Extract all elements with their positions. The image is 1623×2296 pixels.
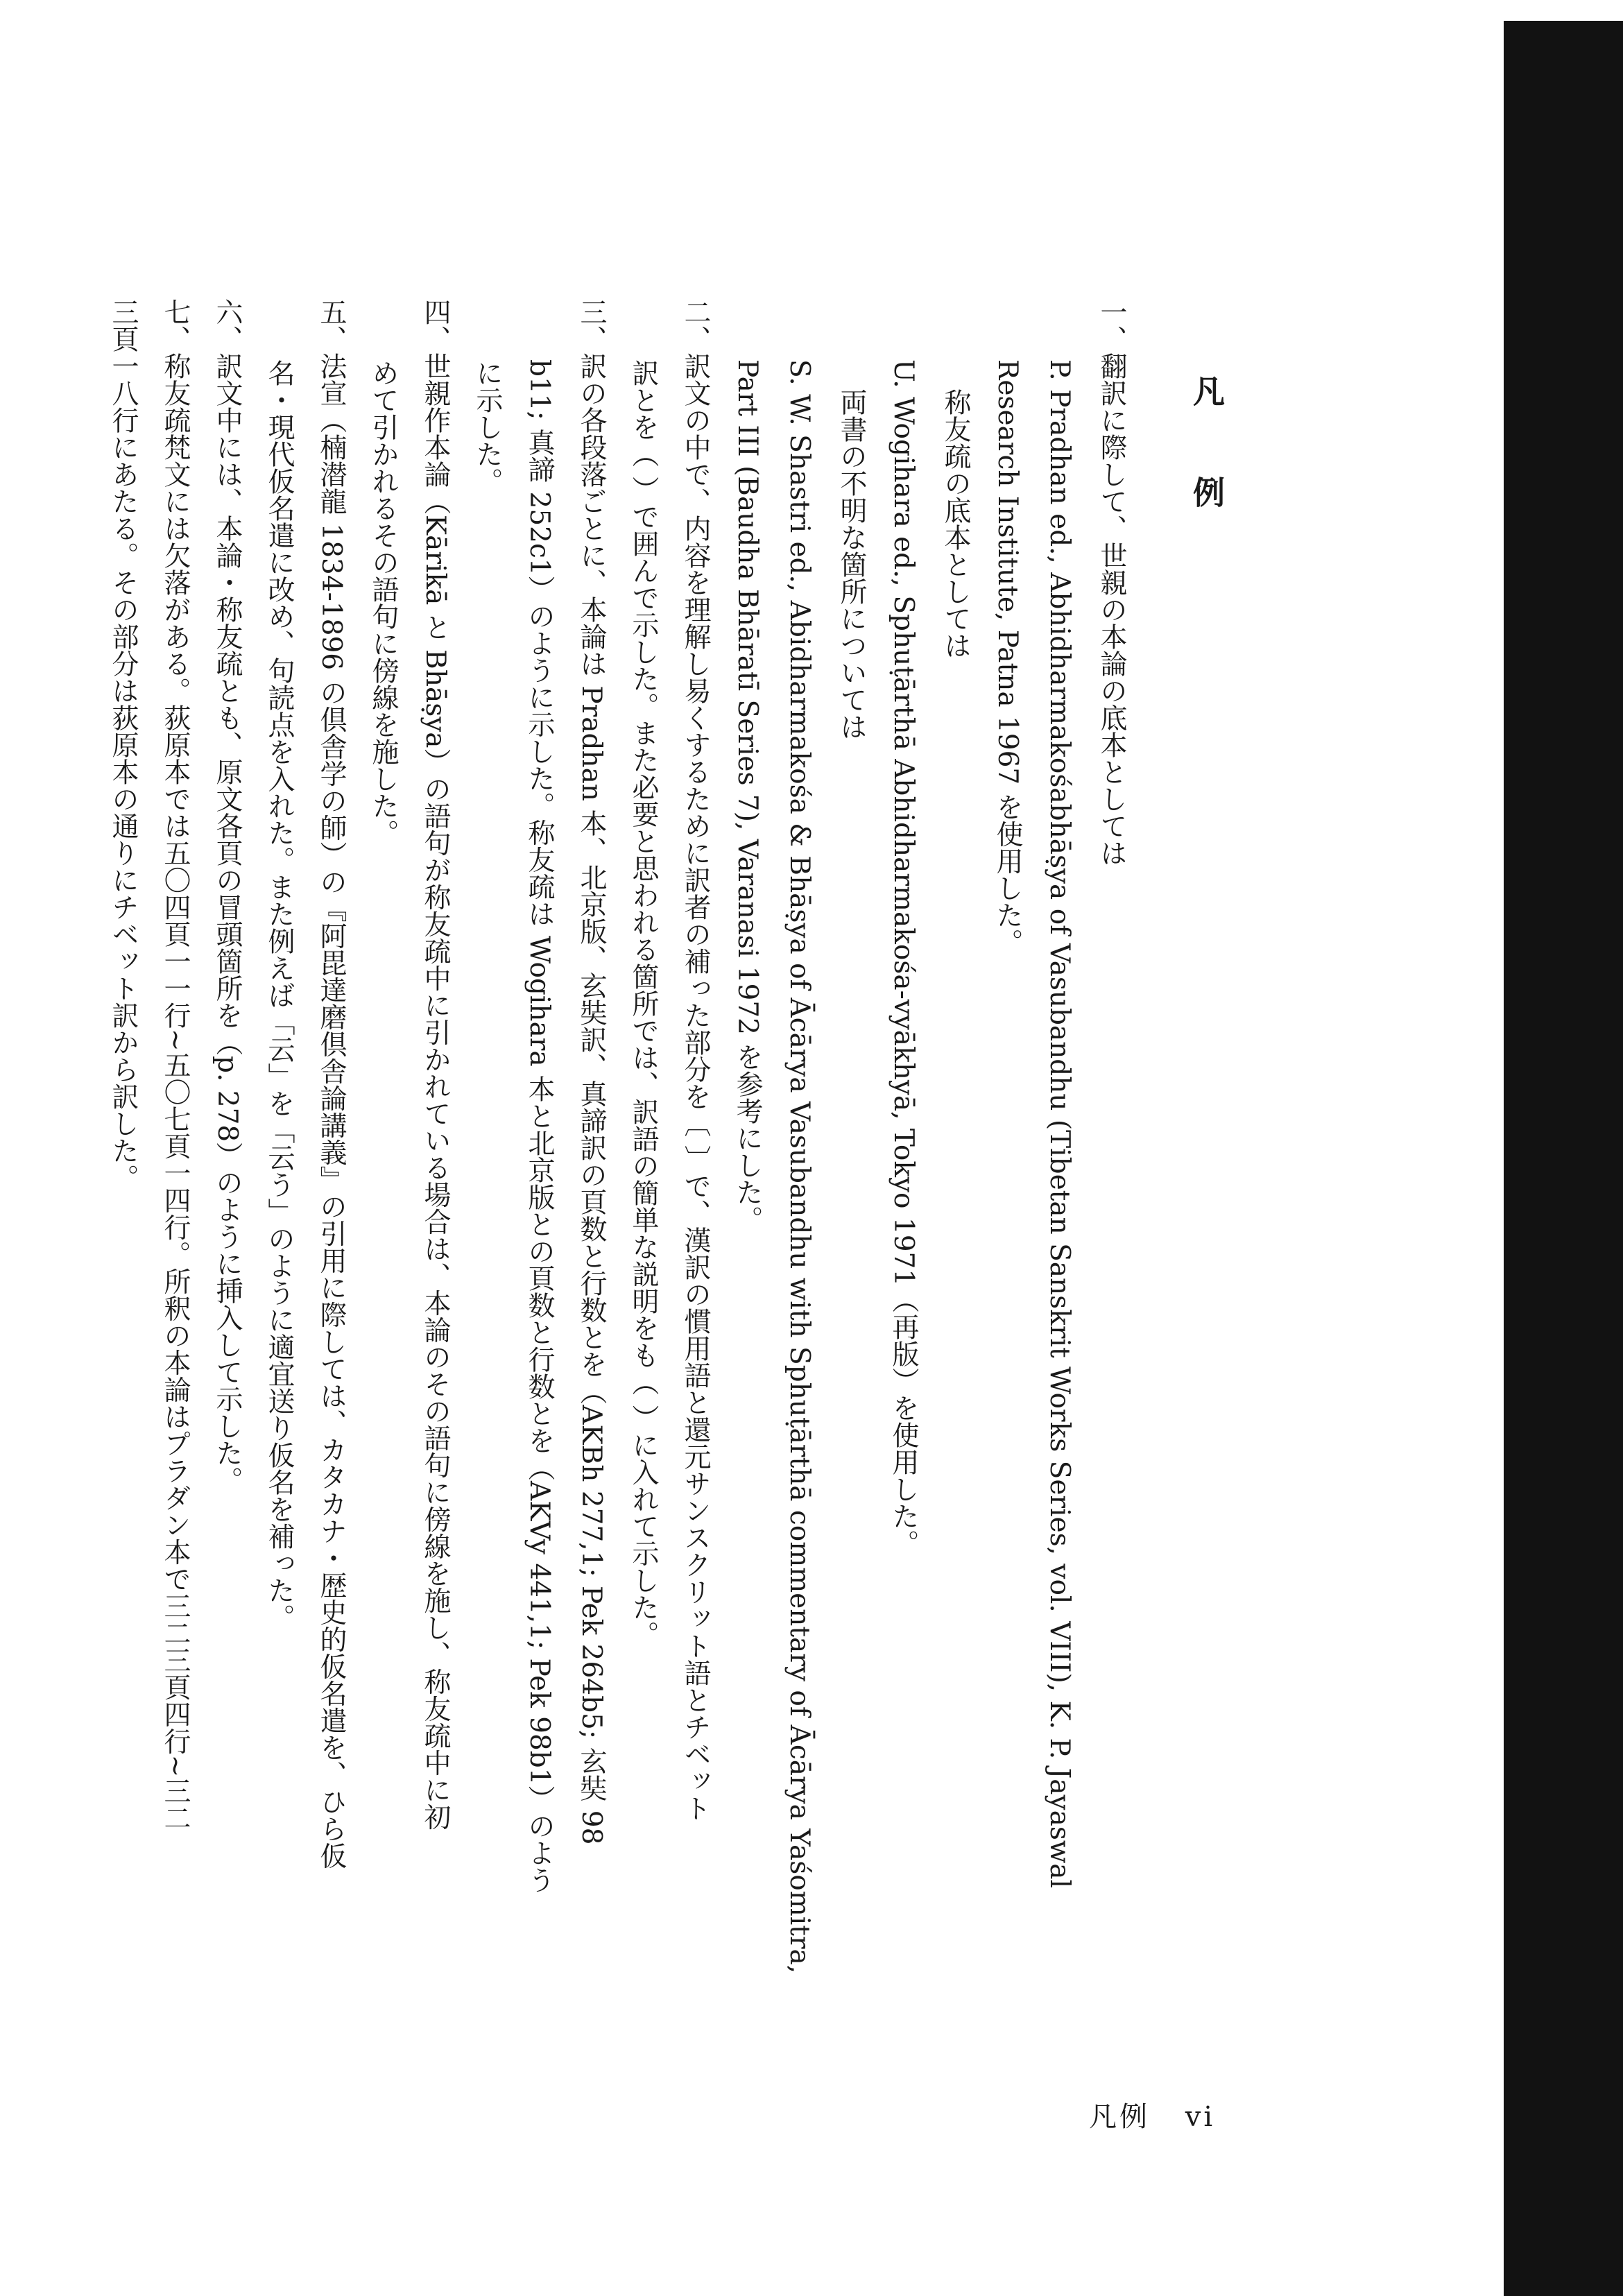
line: 三、訳の各段落ごとに、本論は Pradhan 本、北京版、玄奘訳、真諦訳の頁数と行数とを（AKBh 277,1; Pek 264b5; 玄奘 98 xyxy=(576,298,607,1845)
line: 訳とを（ ）で囲んで示した。また必要と思われる箇所では、訳語の簡単な説明をも（ ）に入れて示した。 xyxy=(628,359,659,1648)
line: U. Wogihara ed., Sphuṭārthā Abhidharmakośa-vyākhyā, Tokyo 1971（再版）を使用した。 xyxy=(888,359,919,1557)
text-body xyxy=(69,298,1137,2074)
item-3 xyxy=(461,298,617,2074)
line: 四、世親作本論（Kārikā と Bhāṣya）の語句が称友疏中に引かれている場合は、本論のその語句に傍線を施し、称友疏中に初 xyxy=(420,298,451,1831)
line: Part III (Baudha Bhāratī Series 7), Varanasi 1972 を参考にした。 xyxy=(732,359,763,1233)
line: 六、訳文中には、本論・称友疏とも、原文各頁の冒頭箇所を（p. 278）のように挿入して示した。 xyxy=(212,298,243,1494)
item-6 xyxy=(201,298,253,2074)
item-2 xyxy=(617,298,721,2074)
item-1 xyxy=(721,298,1137,2074)
folio xyxy=(1089,2095,1239,2134)
folio-page: vi xyxy=(1185,2101,1216,2133)
line: b11; 真諦 252c1）のように示した。称友疏は Wogihara 本と北京版との頁数と行数とを（AKVy 441,1; Pek 98b1）のよう xyxy=(524,359,555,1894)
item-7 xyxy=(97,298,201,2074)
line: めて引かれるその語句に傍線を施した。 xyxy=(368,359,399,846)
page-title: 凡 例 xyxy=(1188,375,1226,538)
line: 三頁一八行にあたる。その部分は荻原本の通りにチベット訳から訳した。 xyxy=(108,298,139,1191)
item-4 xyxy=(357,298,461,2074)
line: 一、翻訳に際して、世親の本論の底本としては xyxy=(1096,298,1127,866)
line: 称友疏の底本としては xyxy=(940,388,971,659)
line: に示した。 xyxy=(472,359,503,495)
line: 名・現代仮名遣に改め、句読点を入れた。また例えば「云」を「云う」のように適宜送り仮名を補った。 xyxy=(264,359,295,1631)
line: S. W. Shastri ed., Abidharmakośa & Bhāṣya of Ācārya Vasubandhu with Sphuṭārthā commentary of Ācārya Yaśomitra, xyxy=(784,359,815,1974)
line: Research Institute, Patna 1967 を使用した。 xyxy=(992,359,1023,956)
item-5 xyxy=(253,298,357,2074)
line: 五、法宣（楠潜龍 1834-1896 の倶舎学の師）の『阿毘達磨倶舎論講義』の引用に際しては、カタカナ・歴史的仮名遣を、ひら仮 xyxy=(316,298,347,1869)
binding-shadow xyxy=(1504,21,1623,2296)
line: 二、訳文の中で、内容を理解し易くするために訳者の補った部分を〔 〕で、漢訳の慣用語と還元サンスクリット語とチベット xyxy=(680,298,711,1822)
line: 両書の不明な箇所については xyxy=(836,388,867,740)
line: 七、称友疏梵文には欠落がある。荻原本では五〇四頁一一行~五〇七頁一四行。所釈の本論はプラダン本で三二三頁四行~三二 xyxy=(160,298,191,1832)
line: P. Pradhan ed., Abhidharmakośabhāṣya of Vasubandhu (Tibetan Sanskrit Works Series, vol. VIII), K. P. Jayaswal xyxy=(1044,359,1075,1888)
folio-section: 凡例 xyxy=(1089,2101,1150,2133)
